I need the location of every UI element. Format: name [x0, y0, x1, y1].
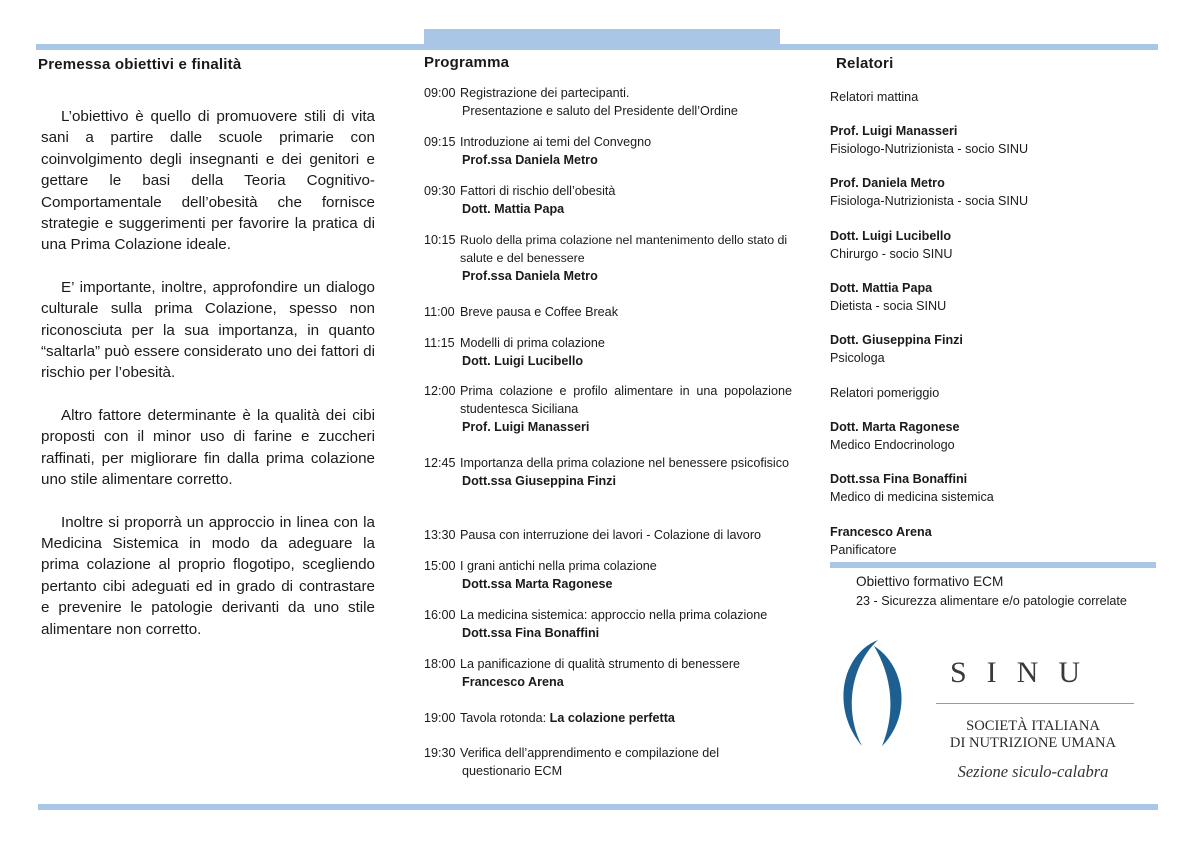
program-item: [424, 303, 792, 321]
speaker-role: Medico di medicina sistemica: [830, 490, 994, 504]
program-speaker: Dott. Mattia Papa: [462, 202, 565, 216]
ecm-title: Obiettivo formativo ECM: [856, 574, 1004, 589]
program-text: Fattori di rischio dell’obesità: [460, 184, 616, 198]
intro-section: [41, 106, 375, 661]
logo-name: SINU: [950, 656, 1101, 689]
heading-premessa: Premessa obiettivi e finalità: [38, 56, 242, 73]
speaker-card: [830, 122, 1150, 158]
relatori-pomeriggio-label: Relatori pomeriggio: [830, 386, 940, 400]
program-item: [424, 454, 792, 490]
speaker-role: Medico Endocrinologo: [830, 438, 955, 452]
program-text: Ruolo della prima colazione nel mantenimento dello stato di salute e del benessere: [460, 233, 788, 265]
program-time: 11:00: [424, 305, 455, 319]
program-time: 19:30: [424, 746, 456, 760]
program-text: La panificazione di qualità strumento di benessere: [460, 657, 741, 671]
logo-org-line: SOCIETÀ ITALIANA: [966, 718, 1100, 734]
logo-org-line: DI NUTRIZIONE UMANA: [949, 735, 1117, 751]
program-text: Modelli di prima colazione: [460, 336, 605, 350]
relatori-mattina-label: Relatori mattina: [830, 90, 919, 104]
program-time: 12:00: [424, 384, 456, 398]
sinu-logo-icon: [834, 636, 916, 750]
program-speaker: Prof.ssa Daniela Metro: [462, 153, 598, 167]
program-text: La medicina sistemica: approccio nella prima colazione: [460, 608, 768, 622]
program-speaker: Prof.ssa Daniela Metro: [462, 269, 598, 283]
speaker-name: Dott. Luigi Lucibello: [830, 229, 952, 243]
speaker-card: [830, 174, 1150, 210]
speaker-card: [830, 470, 1150, 506]
ecm-divider-bar: [830, 562, 1156, 568]
program-item: [424, 606, 792, 642]
bottom-divider-bar: [38, 804, 1158, 810]
speaker-role: Dietista - socia SINU: [830, 299, 947, 313]
program-time: 10:15: [424, 233, 456, 247]
intro-paragraph: E’ importante, inoltre, approfondire un dialogo culturale sulla prima Colazione, spesso non riconosciuta per la sua importanza, in quanto “saltarla” può essere considerato uno dei fattori di rischio per l’obesità.: [41, 278, 375, 382]
program-speaker: Dott.ssa Fina Bonaffini: [462, 626, 600, 640]
heading-relatori: Relatori: [836, 55, 894, 72]
speaker-name: Dott. Mattia Papa: [830, 281, 933, 295]
program-time: 13:30: [424, 528, 456, 542]
program-item: [424, 709, 792, 727]
program-item: [424, 655, 792, 691]
speaker-name: Prof. Luigi Manasseri: [830, 124, 958, 138]
intro-paragraph: L’obiettivo è quello di promuovere stili di vita sani a partire dalle scuole primarie con coinvolgimento degli insegnanti e dei genitori e gettare le basi della Teoria Cognitivo-Comportamentale dell’obesità che fornisce strategie e suggerimenti per favorire la pratica di una Prima Colazione ideale.: [41, 108, 375, 254]
speaker-name: Dott.ssa Fina Bonaffini: [830, 472, 968, 486]
program-item: [424, 133, 792, 169]
program-time: 15:00: [424, 559, 456, 573]
program-text: Importanza della prima colazione nel benessere psicofisico: [460, 456, 790, 470]
program-item: [424, 744, 792, 780]
program-text-cont: questionario ECM: [462, 764, 563, 778]
program-speaker: Dott. Luigi Lucibello: [462, 354, 584, 368]
program-item: [424, 182, 792, 218]
heading-programma: Programma: [424, 54, 510, 71]
speaker-card: [830, 418, 1150, 454]
logo-subtitle: Sezione siculo-calabra: [957, 762, 1109, 781]
intro-paragraph: Inoltre si proporrà un approccio in linea con la Medicina Sistemica in modo da adeguare la prima colazione al proprio flogotipo, scegliendo pertanto cibi adeguati ed in grado di contrastare e prevenire le patologie derivanti da uno stile alimentare non corretto.: [41, 513, 375, 638]
program-time: 09:00: [424, 86, 456, 100]
program-item: [424, 557, 792, 593]
speaker-role: Fisiologo-Nutrizionista - socio SINU: [830, 142, 1029, 156]
program-text: Introduzione ai temi del Convegno: [460, 135, 652, 149]
program-text-cont: Presentazione e saluto del Presidente dell’Ordine: [462, 104, 738, 118]
speaker-role: Fisiologa-Nutrizionista - socia SINU: [830, 194, 1029, 208]
program-time: 09:15: [424, 135, 456, 149]
program-text: Registrazione dei partecipanti.: [460, 86, 630, 100]
top-tab-bar: [424, 29, 780, 47]
speaker-card: [830, 227, 1150, 263]
program-text: Tavola rotonda:: [460, 711, 547, 725]
program-text: Prima colazione e profilo alimentare in una popolazione studentesca Siciliana: [460, 384, 792, 416]
speaker-name: Francesco Arena: [830, 525, 932, 539]
speaker-role: Chirurgo - socio SINU: [830, 247, 953, 261]
program-item: [424, 231, 792, 285]
speaker-role: Panificatore: [830, 543, 897, 557]
program-text: Verifica dell’apprendimento e compilazione del: [460, 746, 720, 760]
logo-divider: [936, 703, 1134, 704]
program-text-bold: La colazione perfetta: [549, 711, 675, 725]
program-time: 19:00: [424, 711, 456, 725]
program-speaker: Prof. Luigi Manasseri: [462, 420, 590, 434]
program-time: 18:00: [424, 657, 456, 671]
speaker-name: Prof. Daniela Metro: [830, 176, 945, 190]
intro-paragraph: Altro fattore determinante è la qualità dei cibi proposti con il minor uso di farine e zuccheri raffinati, per migliorare fin dalla prima colazione uno stile alimentare corretto.: [41, 406, 375, 489]
program-time: 11:15: [424, 336, 455, 350]
speaker-name: Dott. Marta Ragonese: [830, 420, 960, 434]
program-item: [424, 382, 792, 436]
speaker-card: [830, 523, 1150, 559]
logo-organization: [930, 718, 1136, 752]
program-speaker: Francesco Arena: [462, 675, 564, 689]
speaker-role: Psicologa: [830, 351, 885, 365]
program-text: Breve pausa e Coffee Break: [460, 305, 618, 319]
program-item: [424, 526, 792, 544]
program-speaker: Dott.ssa Giuseppina Finzi: [462, 474, 616, 488]
program-time: 12:45: [424, 456, 456, 470]
speaker-card: [830, 279, 1150, 315]
program-time: 09:30: [424, 184, 456, 198]
speaker-card: [830, 331, 1150, 367]
program-speaker: Dott.ssa Marta Ragonese: [462, 577, 613, 591]
speaker-name: Dott. Giuseppina Finzi: [830, 333, 963, 347]
program-item: [424, 84, 792, 120]
ecm-text: 23 - Sicurezza alimentare e/o patologie correlate: [856, 594, 1127, 608]
program-time: 16:00: [424, 608, 456, 622]
program-item: [424, 334, 792, 370]
program-text: I grani antichi nella prima colazione: [460, 559, 657, 573]
program-text: Pausa con interruzione dei lavori - Colazione di lavoro: [460, 528, 762, 542]
